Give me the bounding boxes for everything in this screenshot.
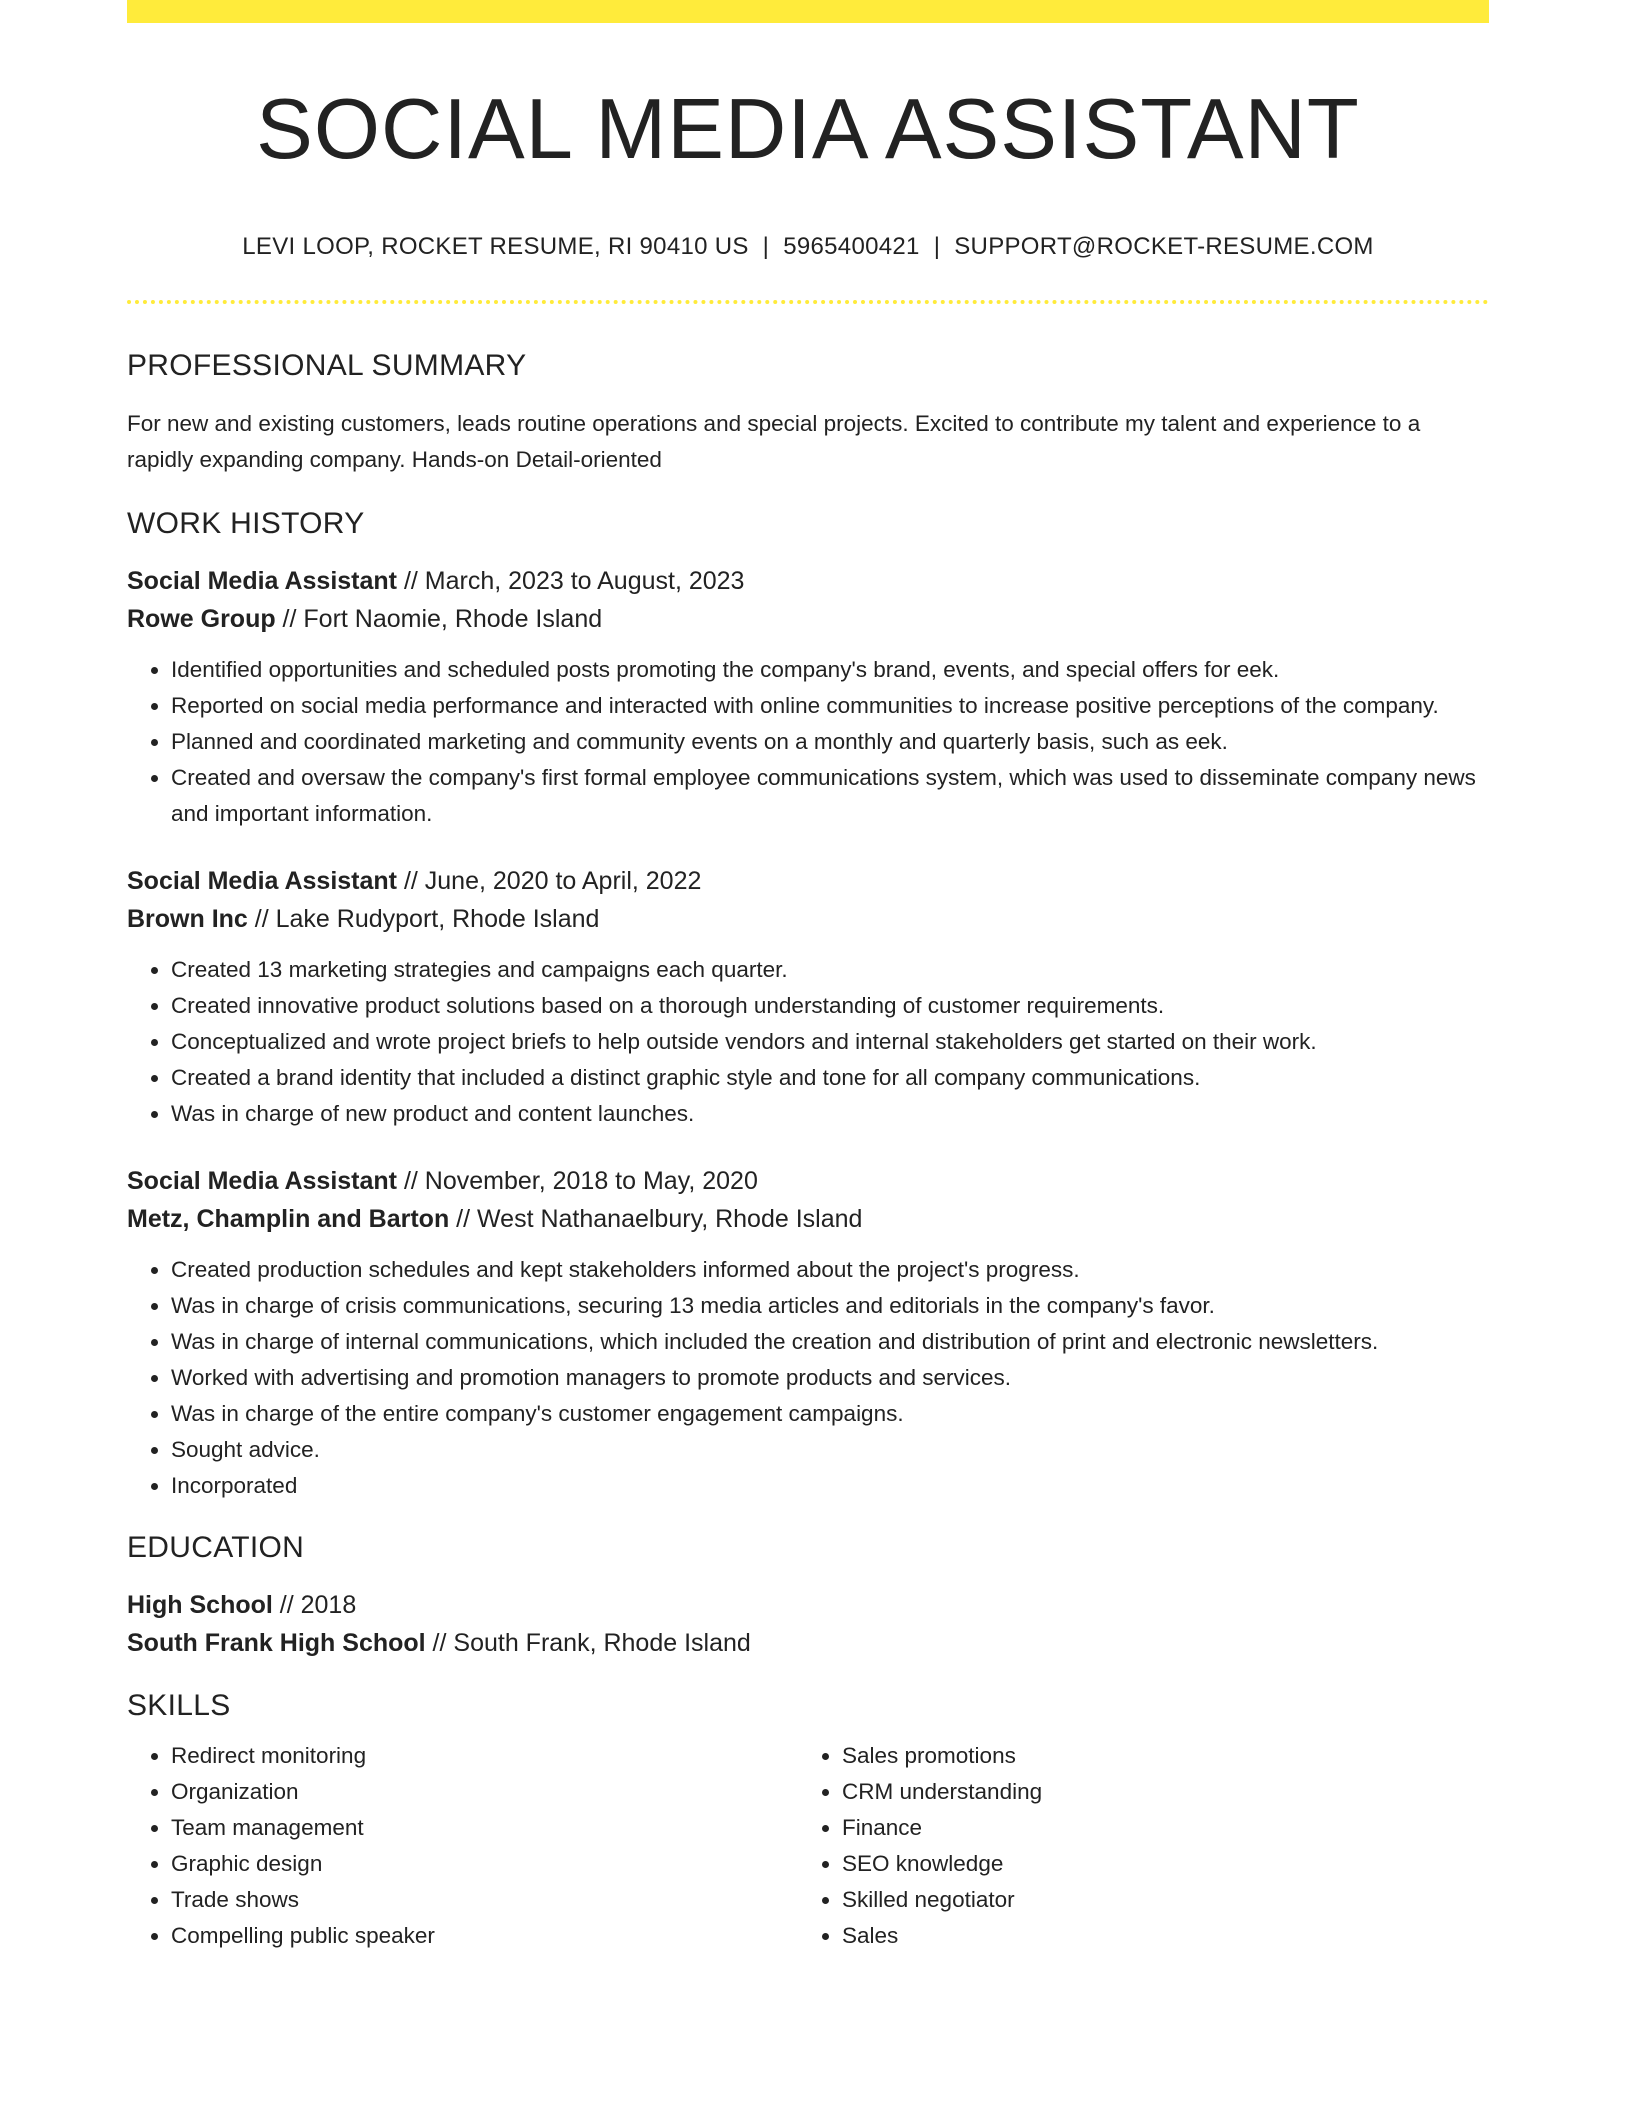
section-title-work-history: WORK HISTORY [127,507,365,540]
list-item: • Worked with advertising and promotion managers to promote products and services. [171,1360,1489,1396]
education-degree-line [127,1586,1489,1624]
job-bullets [127,1252,1489,1504]
list-item: • Planned and coordinated marketing and community events on a monthly and quarterly basis, such as eek. [171,724,1489,760]
page-title: SOCIAL MEDIA ASSISTANT [256,82,1360,177]
skill-item: • Team management [171,1810,798,1846]
skill-item: • Sales [842,1918,1469,1954]
skills-column-right [798,1738,1469,1954]
skills-column-left [127,1738,798,1954]
education-degree: High School [127,1591,273,1619]
education-school-line [127,1624,1489,1662]
job-location: // West Nathanaelbury, Rhode Island [449,1205,863,1233]
list-item: • Created a brand identity that included a distinct graphic style and tone for all company communications. [171,1060,1489,1096]
skill-item: • Sales promotions [842,1738,1469,1774]
list-item: • Conceptualized and wrote project briefs to help outside vendors and internal stakeholders get started on their work. [171,1024,1489,1060]
section-title-summary: PROFESSIONAL SUMMARY [127,349,527,382]
skill-item: • SEO knowledge [842,1846,1469,1882]
contact-line [127,232,1489,262]
list-item: • Reported on social media performance and interacted with online communities to increase positive perceptions of the company. [171,688,1489,724]
contact-email: SUPPORT@ROCKET-RESUME.COM [954,233,1374,260]
list-item: • Incorporated [171,1468,1489,1504]
skill-item: • CRM understanding [842,1774,1469,1810]
list-item: • Sought advice. [171,1432,1489,1468]
job-role-line [127,862,1489,900]
skill-item: • Graphic design [171,1846,798,1882]
job-company-line [127,900,1489,938]
section-title-education: EDUCATION [127,1531,305,1564]
job-dates: // November, 2018 to May, 2020 [397,1167,758,1195]
contact-phone: 5965400421 [783,233,920,260]
skill-item: • Skilled negotiator [842,1882,1469,1918]
education-entry [127,1586,1489,1662]
job-location: // Lake Rudyport, Rhode Island [247,905,600,933]
job-location: // Fort Naomie, Rhode Island [275,605,603,633]
job-bullets [127,652,1489,832]
skill-item: • Compelling public speaker [171,1918,798,1954]
list-item: • Created production schedules and kept stakeholders informed about the project's progress. [171,1252,1489,1288]
job-dates: // March, 2023 to August, 2023 [397,567,745,595]
education-school: South Frank High School [127,1629,426,1657]
job-role: Social Media Assistant [127,1167,397,1195]
resume-content [127,0,1489,1954]
contact-separator: | [933,233,941,260]
job-role: Social Media Assistant [127,867,397,895]
job-company: Rowe Group [127,605,276,633]
skill-item: • Finance [842,1810,1469,1846]
list-item: • Was in charge of new product and content launches. [171,1096,1489,1132]
list-item: • Was in charge of the entire company's customer engagement campaigns. [171,1396,1489,1432]
job-entry [127,862,1489,1132]
section-title-skills: SKILLS [127,1689,231,1722]
work-history-list [127,562,1489,1504]
job-role-line [127,562,1489,600]
summary-text: For new and existing customers, leads routine operations and special projects. Excited to contribute my talent and experience to a rapidly expanding company. Hands-on Detail-oriented [127,411,1421,472]
job-company: Brown Inc [127,905,248,933]
list-item: • Was in charge of internal communications, which included the creation and distribution of print and electronic newsletters. [171,1324,1489,1360]
job-company: Metz, Champlin and Barton [127,1205,450,1233]
job-role-line [127,1162,1489,1200]
list-item: • Created and oversaw the company's first formal employee communications system, which was used to disseminate company news and important information. [171,760,1489,832]
list-item: • Created 13 marketing strategies and campaigns each quarter. [171,952,1489,988]
job-entry [127,562,1489,832]
skill-item: • Trade shows [171,1882,798,1918]
skill-item: • Organization [171,1774,798,1810]
job-dates: // June, 2020 to April, 2022 [397,867,702,895]
skills-grid [127,1738,1489,1954]
job-entry [127,1162,1489,1504]
education-year: // 2018 [272,1591,357,1619]
job-bullets [127,952,1489,1132]
list-item: • Was in charge of crisis communications, securing 13 media articles and editorials in the company's favor. [171,1288,1489,1324]
job-company-line [127,600,1489,638]
job-company-line [127,1200,1489,1238]
job-role: Social Media Assistant [127,567,397,595]
contact-address: LEVI LOOP, ROCKET RESUME, RI 90410 US [242,233,749,260]
list-item: • Identified opportunities and scheduled posts promoting the company's brand, events, and special offers for eek. [171,652,1489,688]
contact-separator: | [762,233,770,260]
list-item: • Created innovative product solutions based on a thorough understanding of customer requirements. [171,988,1489,1024]
skill-item: • Redirect monitoring [171,1738,798,1774]
education-location: // South Frank, Rhode Island [425,1629,751,1657]
dotted-divider [127,300,1489,304]
